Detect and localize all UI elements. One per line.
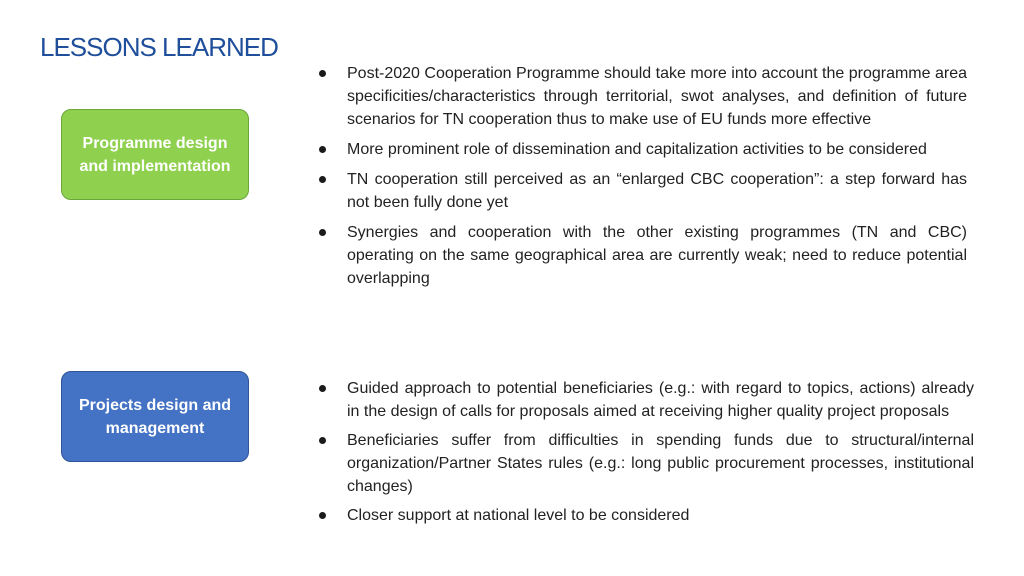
bullet-icon <box>319 176 326 183</box>
bullet-text: Closer support at national level to be considered <box>347 507 690 524</box>
list-item <box>317 168 967 214</box>
list-item <box>317 62 967 131</box>
bullet-icon <box>319 385 326 392</box>
bullet-icon <box>319 229 326 236</box>
bullet-text: Synergies and cooperation with the other existing programmes (TN and CBC) operating on the same geographical area are currently weak; need to reduce potential overlapping <box>347 224 967 287</box>
list-item <box>317 377 974 423</box>
bullet-icon <box>319 70 326 77</box>
bullet-text: Guided approach to potential beneficiaries (e.g.: with regard to topics, actions) already in the design of calls for proposals aimed at receiving higher quality project proposals <box>347 380 974 420</box>
programme-design-bullet-list <box>317 62 967 297</box>
bullet-icon <box>319 512 326 519</box>
bullet-icon <box>319 146 326 153</box>
list-item <box>317 429 974 498</box>
bullet-text: TN cooperation still perceived as an “enlarged CBC cooperation”: a step forward has not been fully done yet <box>347 171 967 211</box>
list-item <box>317 138 967 161</box>
list-item <box>317 221 967 290</box>
bullet-text: More prominent role of dissemination and capitalization activities to be considered <box>347 141 927 158</box>
bullet-icon <box>319 437 326 444</box>
section-label-programme-design: Programme design and implementation <box>61 109 249 200</box>
bullet-text: Post-2020 Cooperation Programme should take more into account the programme area specificities/characteristics through territorial, swot analyses, and definition of future scenarios for TN cooperation thus to make use of EU funds more effective <box>347 65 967 128</box>
bullet-text: Beneficiaries suffer from difficulties in spending funds due to structural/internal organization/Partner States rules (e.g.: long public procurement processes, institutional changes) <box>347 432 974 495</box>
slide-title: LESSONS LEARNED <box>40 32 278 62</box>
projects-design-bullet-list <box>317 377 974 533</box>
section-label-projects-design: Projects design and management <box>61 371 249 462</box>
list-item <box>317 504 974 527</box>
